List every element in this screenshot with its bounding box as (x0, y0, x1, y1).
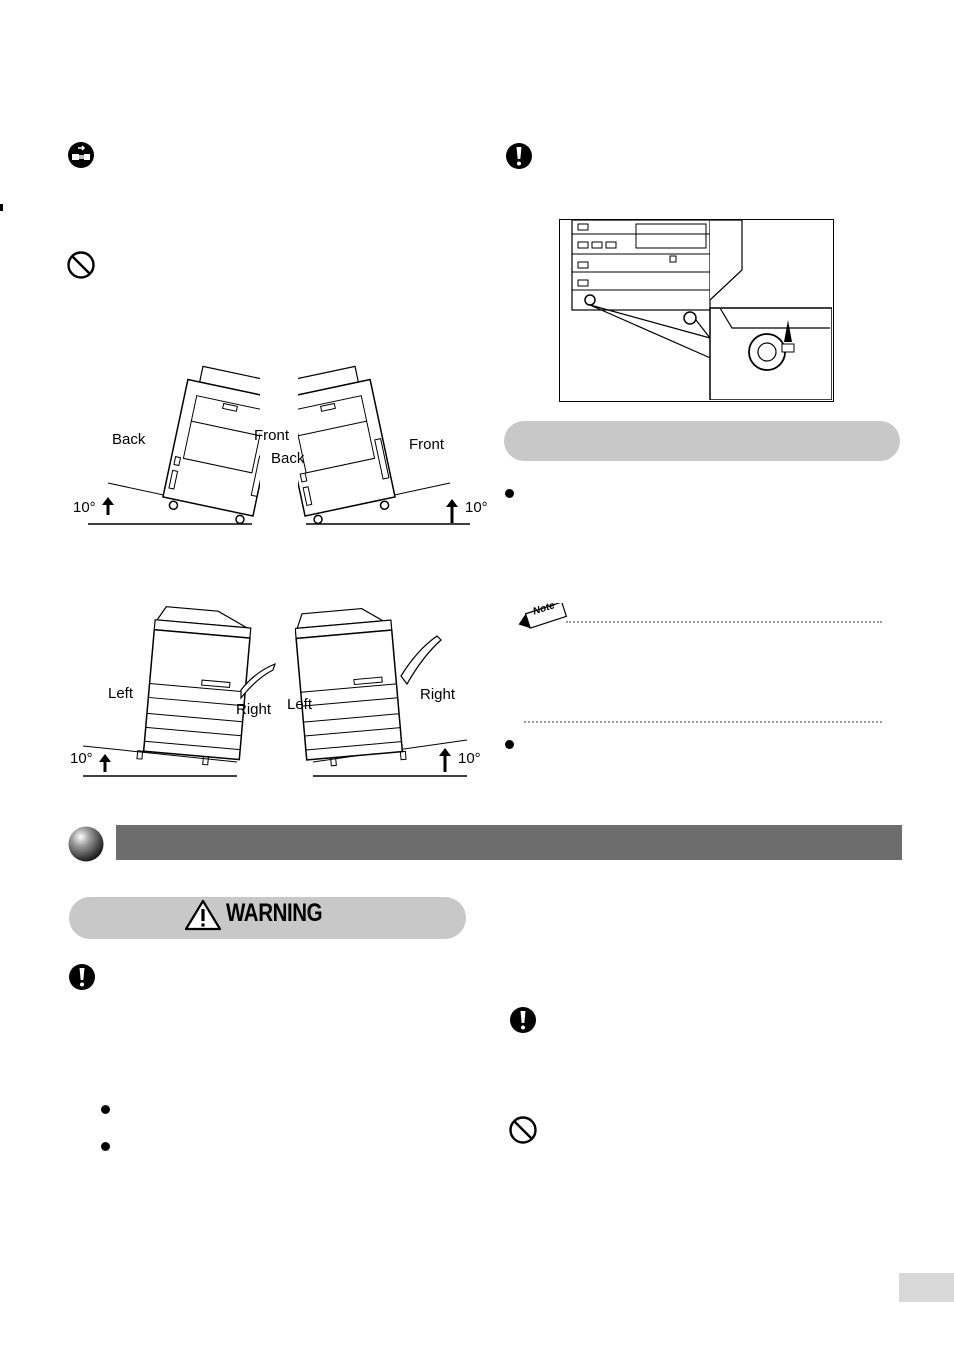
note-bottom-divider (524, 721, 882, 723)
warning-triangle-icon (184, 899, 222, 931)
label-right: Right (420, 686, 456, 703)
bullet (101, 1105, 110, 1114)
label-back: Back (112, 431, 146, 448)
mandatory-action-icon (505, 142, 533, 170)
warning-banner-text: WARNING (226, 899, 323, 927)
section-heading-pill (504, 421, 900, 461)
mandatory-action-icon (509, 1006, 537, 1034)
bullet (505, 489, 514, 498)
margin-mark (0, 204, 3, 211)
label-left: Left (287, 696, 313, 713)
label-front: Front (254, 427, 290, 444)
caster-lock-illustration (559, 219, 834, 402)
label-angle: 10° (70, 750, 93, 767)
prohibited-icon (508, 1115, 538, 1145)
note-label: Note (531, 600, 557, 618)
label-angle: 10° (458, 750, 481, 767)
label-back: Back (271, 450, 305, 467)
front-tilt-diagram-left (75, 600, 280, 780)
side-tilt-diagram-right (298, 365, 478, 530)
page-number-tab (899, 1273, 954, 1302)
section-sphere-icon (67, 825, 105, 863)
bullet (101, 1142, 110, 1151)
bullet (505, 740, 514, 749)
label-angle: 10° (73, 499, 96, 516)
section-heading-bar (116, 825, 902, 860)
prohibited-icon (66, 250, 96, 280)
mandatory-action-icon (68, 963, 96, 991)
label-angle: 10° (465, 499, 488, 516)
note-top-divider (566, 621, 882, 623)
side-tilt-diagram-left (80, 365, 260, 530)
label-left: Left (108, 685, 134, 702)
unplug-icon (67, 141, 95, 169)
label-front: Front (409, 436, 445, 453)
label-right: Right (236, 701, 272, 718)
